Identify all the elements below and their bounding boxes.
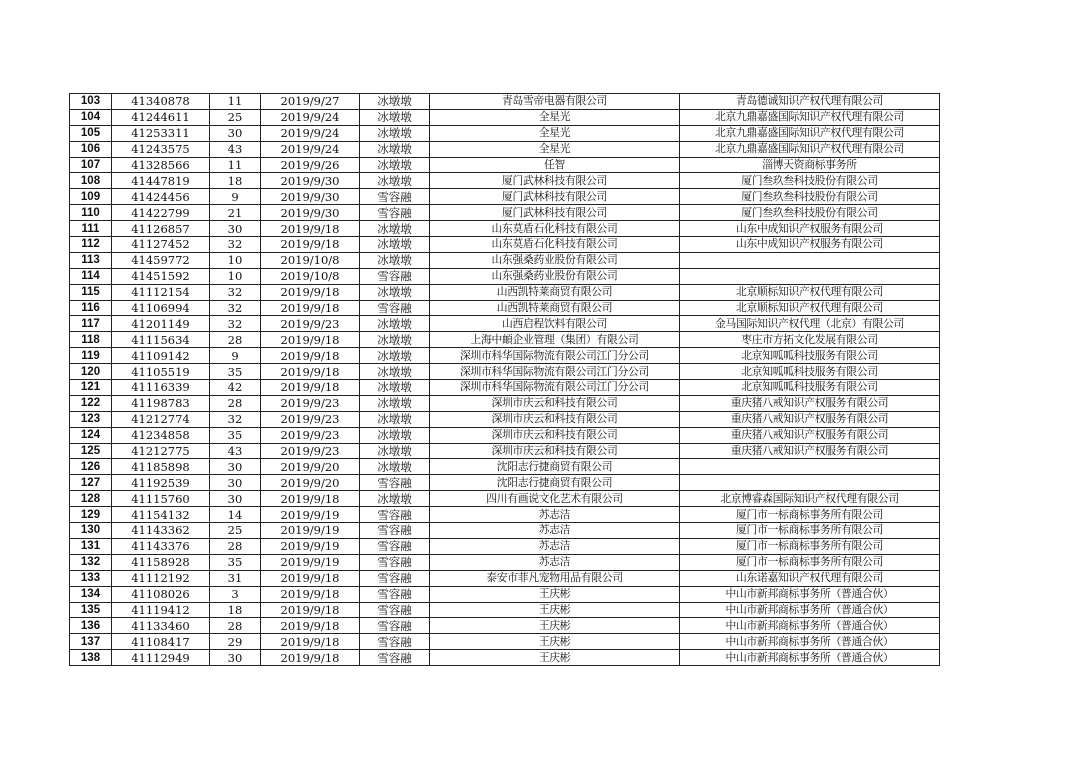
- trademark-name-cell: 冰墩墩: [360, 141, 430, 157]
- application-date-cell: 2019/10/8: [261, 268, 360, 284]
- application-date-cell: 2019/9/27: [261, 94, 360, 110]
- registration-number-cell: 41447819: [112, 173, 210, 189]
- row-number-cell: 117: [70, 316, 112, 332]
- registration-number-cell: 41212775: [112, 443, 210, 459]
- agent-cell: 北京九鼎嘉盛国际知识产权代理有限公司: [680, 109, 940, 125]
- table-row: [70, 507, 940, 523]
- applicant-cell: 全星光: [430, 125, 680, 141]
- row-number-cell: 120: [70, 364, 112, 380]
- registration-number-cell: 41253311: [112, 125, 210, 141]
- table-row: [70, 237, 940, 253]
- applicant-cell: 王庆彬: [430, 634, 680, 650]
- registration-number-cell: 41158928: [112, 554, 210, 570]
- application-date-cell: 2019/9/18: [261, 332, 360, 348]
- application-date-cell: 2019/9/18: [261, 380, 360, 396]
- application-date-cell: 2019/9/19: [261, 523, 360, 539]
- applicant-cell: 深圳市庆云和科技有限公司: [430, 395, 680, 411]
- registration-number-cell: 41108417: [112, 634, 210, 650]
- agent-cell: 北京顺标知识产权代理有限公司: [680, 284, 940, 300]
- class-cell: 11: [210, 157, 261, 173]
- registration-number-cell: 41422799: [112, 205, 210, 221]
- table-row: [70, 602, 940, 618]
- table-row: [70, 332, 940, 348]
- agent-cell: 山东中成知识产权服务有限公司: [680, 221, 940, 237]
- agent-cell: 重庆猪八戒知识产权服务有限公司: [680, 427, 940, 443]
- applicant-cell: 全星光: [430, 109, 680, 125]
- class-cell: 10: [210, 268, 261, 284]
- table-row: [70, 380, 940, 396]
- trademark-name-cell: 冰墩墩: [360, 443, 430, 459]
- registration-number-cell: 41451592: [112, 268, 210, 284]
- row-number-cell: 136: [70, 618, 112, 634]
- table-row: [70, 268, 940, 284]
- agent-cell: 山东诺嘉知识产权代理有限公司: [680, 570, 940, 586]
- trademark-table: [69, 93, 940, 666]
- applicant-cell: 青岛雪帝电器有限公司: [430, 94, 680, 110]
- class-cell: 31: [210, 570, 261, 586]
- trademark-name-cell: 雪容融: [360, 189, 430, 205]
- applicant-cell: 沈阳志行捷商贸有限公司: [430, 475, 680, 491]
- applicant-cell: 山西启程饮料有限公司: [430, 316, 680, 332]
- application-date-cell: 2019/9/18: [261, 650, 360, 666]
- application-date-cell: 2019/9/30: [261, 189, 360, 205]
- row-number-cell: 105: [70, 125, 112, 141]
- applicant-cell: 山西凯特莱商贸有限公司: [430, 300, 680, 316]
- agent-cell: 厦门叁玖叁科技股份有限公司: [680, 189, 940, 205]
- agent-cell: 厦门市一标商标事务所有限公司: [680, 538, 940, 554]
- application-date-cell: 2019/9/18: [261, 602, 360, 618]
- application-date-cell: 2019/9/18: [261, 348, 360, 364]
- table-row: [70, 491, 940, 507]
- row-number-cell: 114: [70, 268, 112, 284]
- trademark-name-cell: 雪容融: [360, 634, 430, 650]
- row-number-cell: 121: [70, 380, 112, 396]
- trademark-name-cell: 冰墩墩: [360, 252, 430, 268]
- row-number-cell: 127: [70, 475, 112, 491]
- application-date-cell: 2019/9/18: [261, 300, 360, 316]
- registration-number-cell: 41459772: [112, 252, 210, 268]
- application-date-cell: 2019/9/18: [261, 618, 360, 634]
- applicant-cell: 苏志洁: [430, 523, 680, 539]
- row-number-cell: 119: [70, 348, 112, 364]
- application-date-cell: 2019/9/20: [261, 475, 360, 491]
- trademark-name-cell: 雪容融: [360, 650, 430, 666]
- trademark-name-cell: 冰墩墩: [360, 237, 430, 253]
- applicant-cell: 王庆彬: [430, 586, 680, 602]
- table-row: [70, 586, 940, 602]
- application-date-cell: 2019/9/23: [261, 395, 360, 411]
- class-cell: 18: [210, 173, 261, 189]
- table-row: [70, 109, 940, 125]
- registration-number-cell: 41108026: [112, 586, 210, 602]
- trademark-name-cell: 雪容融: [360, 538, 430, 554]
- class-cell: 25: [210, 109, 261, 125]
- trademark-name-cell: 冰墩墩: [360, 491, 430, 507]
- class-cell: 42: [210, 380, 261, 396]
- class-cell: 32: [210, 237, 261, 253]
- trademark-name-cell: 冰墩墩: [360, 364, 430, 380]
- application-date-cell: 2019/9/30: [261, 205, 360, 221]
- application-date-cell: 2019/9/24: [261, 141, 360, 157]
- agent-cell: 北京九鼎嘉盛国际知识产权代理有限公司: [680, 141, 940, 157]
- trademark-name-cell: 冰墩墩: [360, 395, 430, 411]
- table-row: [70, 125, 940, 141]
- class-cell: 30: [210, 650, 261, 666]
- agent-cell: [680, 268, 940, 284]
- table-row: [70, 316, 940, 332]
- application-date-cell: 2019/9/23: [261, 443, 360, 459]
- trademark-name-cell: 冰墩墩: [360, 332, 430, 348]
- agent-cell: 淄博天资商标事务所: [680, 157, 940, 173]
- registration-number-cell: 41424456: [112, 189, 210, 205]
- row-number-cell: 103: [70, 94, 112, 110]
- applicant-cell: 山东强桑药业股份有限公司: [430, 252, 680, 268]
- table-row: [70, 634, 940, 650]
- agent-cell: 厦门市一标商标事务所有限公司: [680, 554, 940, 570]
- trademark-name-cell: 雪容融: [360, 570, 430, 586]
- agent-cell: 北京知呱呱科技服务有限公司: [680, 364, 940, 380]
- applicant-cell: 深圳市科华国际物流有限公司江门分公司: [430, 364, 680, 380]
- agent-cell: 重庆猪八戒知识产权服务有限公司: [680, 443, 940, 459]
- registration-number-cell: 41154132: [112, 507, 210, 523]
- application-date-cell: 2019/9/24: [261, 109, 360, 125]
- agent-cell: 厦门叁玖叁科技股份有限公司: [680, 173, 940, 189]
- agent-cell: [680, 459, 940, 475]
- trademark-name-cell: 冰墩墩: [360, 459, 430, 475]
- table-row: [70, 475, 940, 491]
- class-cell: 29: [210, 634, 261, 650]
- class-cell: 25: [210, 523, 261, 539]
- registration-number-cell: 41133460: [112, 618, 210, 634]
- trademark-name-cell: 冰墩墩: [360, 94, 430, 110]
- row-number-cell: 137: [70, 634, 112, 650]
- registration-number-cell: 41109142: [112, 348, 210, 364]
- applicant-cell: 山东莫盾石化科技有限公司: [430, 237, 680, 253]
- trademark-name-cell: 雪容融: [360, 507, 430, 523]
- class-cell: 28: [210, 332, 261, 348]
- application-date-cell: 2019/9/23: [261, 316, 360, 332]
- trademark-name-cell: 雪容融: [360, 523, 430, 539]
- row-number-cell: 104: [70, 109, 112, 125]
- registration-number-cell: 41115760: [112, 491, 210, 507]
- applicant-cell: 山东莫盾石化科技有限公司: [430, 221, 680, 237]
- table-row: [70, 189, 940, 205]
- agent-cell: 厦门叁玖叁科技股份有限公司: [680, 205, 940, 221]
- applicant-cell: 深圳市科华国际物流有限公司江门分公司: [430, 380, 680, 396]
- application-date-cell: 2019/9/18: [261, 284, 360, 300]
- trademark-name-cell: 冰墩墩: [360, 348, 430, 364]
- class-cell: 32: [210, 284, 261, 300]
- class-cell: 28: [210, 395, 261, 411]
- application-date-cell: 2019/9/23: [261, 427, 360, 443]
- application-date-cell: 2019/9/18: [261, 491, 360, 507]
- trademark-name-cell: 冰墩墩: [360, 411, 430, 427]
- agent-cell: [680, 475, 940, 491]
- registration-number-cell: 41112154: [112, 284, 210, 300]
- agent-cell: 重庆猪八戒知识产权服务有限公司: [680, 411, 940, 427]
- registration-number-cell: 41106994: [112, 300, 210, 316]
- row-number-cell: 130: [70, 523, 112, 539]
- row-number-cell: 126: [70, 459, 112, 475]
- class-cell: 28: [210, 618, 261, 634]
- class-cell: 30: [210, 125, 261, 141]
- table-body: [70, 94, 940, 666]
- registration-number-cell: 41244611: [112, 109, 210, 125]
- registration-number-cell: 41340878: [112, 94, 210, 110]
- applicant-cell: 任智: [430, 157, 680, 173]
- registration-number-cell: 41198783: [112, 395, 210, 411]
- class-cell: 32: [210, 316, 261, 332]
- row-number-cell: 132: [70, 554, 112, 570]
- row-number-cell: 122: [70, 395, 112, 411]
- class-cell: 3: [210, 586, 261, 602]
- table-row: [70, 554, 940, 570]
- class-cell: 35: [210, 427, 261, 443]
- class-cell: 35: [210, 364, 261, 380]
- application-date-cell: 2019/9/18: [261, 221, 360, 237]
- agent-cell: 厦门市一标商标事务所有限公司: [680, 523, 940, 539]
- table-row: [70, 443, 940, 459]
- trademark-name-cell: 冰墩墩: [360, 316, 430, 332]
- table-row: [70, 618, 940, 634]
- applicant-cell: 山西凯特莱商贸有限公司: [430, 284, 680, 300]
- trademark-name-cell: 雪容融: [360, 554, 430, 570]
- table-row: [70, 395, 940, 411]
- agent-cell: 北京顺标知识产权代理有限公司: [680, 300, 940, 316]
- class-cell: 32: [210, 300, 261, 316]
- table-row: [70, 650, 940, 666]
- agent-cell: 中山市新邦商标事务所（普通合伙）: [680, 634, 940, 650]
- applicant-cell: 厦门武林科技有限公司: [430, 189, 680, 205]
- applicant-cell: 王庆彬: [430, 650, 680, 666]
- agent-cell: 枣庄市方拓文化发展有限公司: [680, 332, 940, 348]
- class-cell: 30: [210, 475, 261, 491]
- row-number-cell: 108: [70, 173, 112, 189]
- class-cell: 10: [210, 252, 261, 268]
- class-cell: 30: [210, 491, 261, 507]
- registration-number-cell: 41143362: [112, 523, 210, 539]
- class-cell: 9: [210, 348, 261, 364]
- row-number-cell: 124: [70, 427, 112, 443]
- applicant-cell: 王庆彬: [430, 602, 680, 618]
- registration-number-cell: 41201149: [112, 316, 210, 332]
- agent-cell: 青岛德诚知识产权代理有限公司: [680, 94, 940, 110]
- registration-number-cell: 41243575: [112, 141, 210, 157]
- table-row: [70, 538, 940, 554]
- agent-cell: 重庆猪八戒知识产权服务有限公司: [680, 395, 940, 411]
- trademark-name-cell: 冰墩墩: [360, 380, 430, 396]
- table-row: [70, 411, 940, 427]
- applicant-cell: 厦门武林科技有限公司: [430, 173, 680, 189]
- row-number-cell: 123: [70, 411, 112, 427]
- class-cell: 14: [210, 507, 261, 523]
- registration-number-cell: 41112192: [112, 570, 210, 586]
- row-number-cell: 111: [70, 221, 112, 237]
- agent-cell: [680, 252, 940, 268]
- applicant-cell: 深圳市庆云和科技有限公司: [430, 411, 680, 427]
- application-date-cell: 2019/9/18: [261, 364, 360, 380]
- row-number-cell: 116: [70, 300, 112, 316]
- applicant-cell: 四川有画说文化艺术有限公司: [430, 491, 680, 507]
- class-cell: 43: [210, 141, 261, 157]
- class-cell: 30: [210, 221, 261, 237]
- row-number-cell: 118: [70, 332, 112, 348]
- row-number-cell: 129: [70, 507, 112, 523]
- application-date-cell: 2019/9/26: [261, 157, 360, 173]
- registration-number-cell: 41119412: [112, 602, 210, 618]
- table-row: [70, 205, 940, 221]
- class-cell: 43: [210, 443, 261, 459]
- registration-number-cell: 41105519: [112, 364, 210, 380]
- agent-cell: 北京知呱呱科技服务有限公司: [680, 380, 940, 396]
- registration-number-cell: 41116339: [112, 380, 210, 396]
- table-row: [70, 427, 940, 443]
- applicant-cell: 苏志洁: [430, 507, 680, 523]
- table-row: [70, 459, 940, 475]
- applicant-cell: 苏志洁: [430, 554, 680, 570]
- row-number-cell: 135: [70, 602, 112, 618]
- agent-cell: 北京博睿森国际知识产权代理有限公司: [680, 491, 940, 507]
- registration-number-cell: 41115634: [112, 332, 210, 348]
- table-row: [70, 221, 940, 237]
- row-number-cell: 109: [70, 189, 112, 205]
- class-cell: 21: [210, 205, 261, 221]
- applicant-cell: 沈阳志行捷商贸有限公司: [430, 459, 680, 475]
- row-number-cell: 134: [70, 586, 112, 602]
- class-cell: 28: [210, 538, 261, 554]
- agent-cell: 北京知呱呱科技服务有限公司: [680, 348, 940, 364]
- row-number-cell: 138: [70, 650, 112, 666]
- applicant-cell: 深圳市庆云和科技有限公司: [430, 443, 680, 459]
- class-cell: 35: [210, 554, 261, 570]
- class-cell: 30: [210, 459, 261, 475]
- application-date-cell: 2019/9/24: [261, 125, 360, 141]
- row-number-cell: 106: [70, 141, 112, 157]
- applicant-cell: 上海中頔企业管理（集团）有限公司: [430, 332, 680, 348]
- application-date-cell: 2019/9/30: [261, 173, 360, 189]
- row-number-cell: 107: [70, 157, 112, 173]
- table-row: [70, 284, 940, 300]
- trademark-name-cell: 雪容融: [360, 602, 430, 618]
- registration-number-cell: 41212774: [112, 411, 210, 427]
- registration-number-cell: 41328566: [112, 157, 210, 173]
- class-cell: 11: [210, 94, 261, 110]
- applicant-cell: 王庆彬: [430, 618, 680, 634]
- applicant-cell: 全星光: [430, 141, 680, 157]
- registration-number-cell: 41126857: [112, 221, 210, 237]
- trademark-name-cell: 雪容融: [360, 205, 430, 221]
- application-date-cell: 2019/9/19: [261, 538, 360, 554]
- application-date-cell: 2019/10/8: [261, 252, 360, 268]
- registration-number-cell: 41127452: [112, 237, 210, 253]
- table-row: [70, 523, 940, 539]
- row-number-cell: 115: [70, 284, 112, 300]
- class-cell: 32: [210, 411, 261, 427]
- application-date-cell: 2019/9/19: [261, 554, 360, 570]
- trademark-name-cell: 冰墩墩: [360, 157, 430, 173]
- agent-cell: 金马国际知识产权代理（北京）有限公司: [680, 316, 940, 332]
- table-row: [70, 173, 940, 189]
- trademark-name-cell: 雪容融: [360, 475, 430, 491]
- table-row: [70, 364, 940, 380]
- application-date-cell: 2019/9/19: [261, 507, 360, 523]
- row-number-cell: 110: [70, 205, 112, 221]
- row-number-cell: 131: [70, 538, 112, 554]
- table-row: [70, 300, 940, 316]
- registration-number-cell: 41185898: [112, 459, 210, 475]
- applicant-cell: 山东强桑药业股份有限公司: [430, 268, 680, 284]
- row-number-cell: 113: [70, 252, 112, 268]
- agent-cell: 山东中成知识产权服务有限公司: [680, 237, 940, 253]
- table-row: [70, 252, 940, 268]
- trademark-name-cell: 冰墩墩: [360, 109, 430, 125]
- registration-number-cell: 41143376: [112, 538, 210, 554]
- table-row: [70, 348, 940, 364]
- table-row: [70, 141, 940, 157]
- applicant-cell: 泰安市菲凡宠物用品有限公司: [430, 570, 680, 586]
- row-number-cell: 112: [70, 237, 112, 253]
- application-date-cell: 2019/9/18: [261, 634, 360, 650]
- agent-cell: 中山市新邦商标事务所（普通合伙）: [680, 602, 940, 618]
- row-number-cell: 133: [70, 570, 112, 586]
- table-row: [70, 157, 940, 173]
- applicant-cell: 深圳市庆云和科技有限公司: [430, 427, 680, 443]
- application-date-cell: 2019/9/18: [261, 586, 360, 602]
- class-cell: 9: [210, 189, 261, 205]
- trademark-name-cell: 冰墩墩: [360, 221, 430, 237]
- trademark-name-cell: 冰墩墩: [360, 173, 430, 189]
- agent-cell: 中山市新邦商标事务所（普通合伙）: [680, 650, 940, 666]
- applicant-cell: 苏志洁: [430, 538, 680, 554]
- agent-cell: 中山市新邦商标事务所（普通合伙）: [680, 586, 940, 602]
- agent-cell: 中山市新邦商标事务所（普通合伙）: [680, 618, 940, 634]
- application-date-cell: 2019/9/23: [261, 411, 360, 427]
- application-date-cell: 2019/9/18: [261, 570, 360, 586]
- trademark-name-cell: 雪容融: [360, 586, 430, 602]
- applicant-cell: 深圳市科华国际物流有限公司江门分公司: [430, 348, 680, 364]
- registration-number-cell: 41234858: [112, 427, 210, 443]
- row-number-cell: 128: [70, 491, 112, 507]
- trademark-name-cell: 雪容融: [360, 268, 430, 284]
- trademark-name-cell: 冰墩墩: [360, 125, 430, 141]
- applicant-cell: 厦门武林科技有限公司: [430, 205, 680, 221]
- registration-number-cell: 41112949: [112, 650, 210, 666]
- application-date-cell: 2019/9/18: [261, 237, 360, 253]
- agent-cell: 北京九鼎嘉盛国际知识产权代理有限公司: [680, 125, 940, 141]
- application-date-cell: 2019/9/20: [261, 459, 360, 475]
- trademark-name-cell: 冰墩墩: [360, 284, 430, 300]
- table-row: [70, 570, 940, 586]
- trademark-name-cell: 雪容融: [360, 618, 430, 634]
- trademark-name-cell: 雪容融: [360, 300, 430, 316]
- table-row: [70, 94, 940, 110]
- class-cell: 18: [210, 602, 261, 618]
- trademark-name-cell: 冰墩墩: [360, 427, 430, 443]
- agent-cell: 厦门市一标商标事务所有限公司: [680, 507, 940, 523]
- row-number-cell: 125: [70, 443, 112, 459]
- registration-number-cell: 41192539: [112, 475, 210, 491]
